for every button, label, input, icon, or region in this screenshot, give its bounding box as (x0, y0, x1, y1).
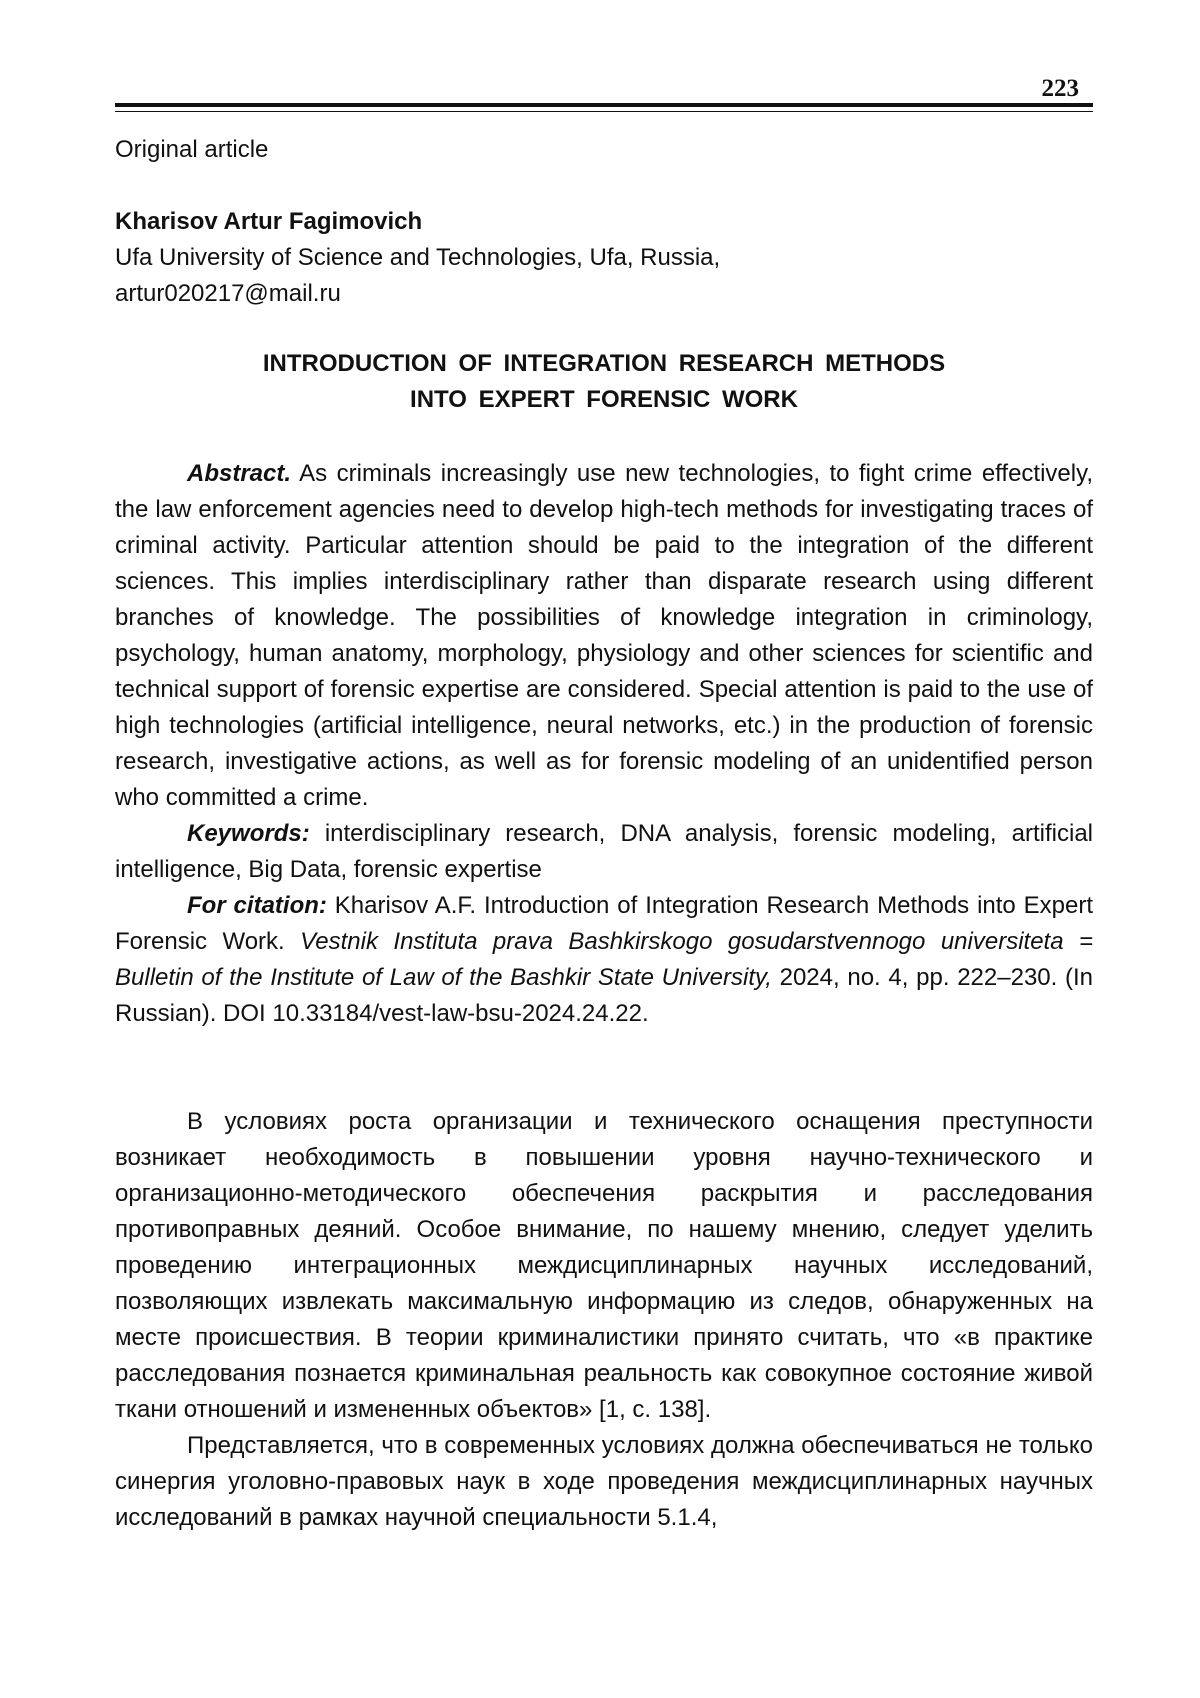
author-affiliation: Ufa University of Science and Technologies, Ufa, Russia, (115, 244, 721, 271)
abstract-text: As criminals increasingly use new technologies, to fight crime effectively, the law enforcement agencies need to develop high-tech methods for investigating traces of criminal activity. Particular attention should be paid to the integration of the different sciences. This implies interdisciplinary rather than disparate research using different branches of knowledge. The possibilities of knowledge integration in criminology, psychology, human anatomy, morphology, physiology and other sciences for scientific and technical support of forensic expertise are considered. Special attention is paid to the use of high technologies (artificial intelligence, neural networks, etc.) in the production of forensic research, investigative actions, as well as for forensic modeling of an unidentified person who committed a crime. (115, 460, 1094, 811)
author-email: artur020217@mail.ru (115, 280, 341, 307)
abstract-block (115, 456, 1093, 1032)
article-type: Original article (115, 136, 269, 163)
abstract-label: Abstract. (187, 460, 292, 487)
keywords-paragraph (115, 816, 1093, 888)
citation-journal: Vestnik Instituta prava Bashkirskogo gosudarstvennogo universiteta = Bulletin of the Institute of Law of the Bashkir State University, (115, 928, 1094, 991)
article-page (115, 0, 1093, 1698)
keywords-text: interdisciplinary research, DNA analysis, forensic modeling, artificial intelligence, Big Data, forensic expertise (115, 820, 1094, 883)
citation-details: 2024, no. 4, pp. 222–230. (In Russian). DOI 10.33184/vest-law-bsu-2024.24.22. (115, 964, 1094, 1027)
header-rule-thick (115, 103, 1093, 107)
page-number: 223 (1041, 75, 1079, 102)
citation-text: Kharisov A.F. Introduction of Integration Research Methods into Expert Forensic Work. (115, 892, 1094, 955)
body-paragraph-1: В условиях роста организации и технического оснащения преступности возникает необходимость в повышении уровня научно-технического и организационно-методического обеспечения раскрытия и расследования противоправных деяний. Особое внимание, по нашему мнению, следует уделить проведению интеграционных междисциплинарных научных исследований, позволяющих извлекать максимальную информацию из следов, обнаруженных на месте происшествия. В теории криминалистики принято считать, что «в практике расследования познается криминальная реальность как совокупное состояние живой ткани отношений и измененных объектов» [1, с. 138]. (115, 1108, 1093, 1423)
article-title (115, 346, 1093, 418)
citation-paragraph (115, 888, 1093, 1032)
body-paragraph-2: Представляется, что в современных условиях должна обеспечиваться не только синергия уголовно-правовых наук в ходе проведения междисциплинарных научных исследований в рамках научной специальности 5.1.4, (115, 1432, 1093, 1531)
keywords-label: Keywords: (187, 820, 310, 847)
title-line-2: INTO EXPERT FORENSIC WORK (410, 386, 798, 413)
author-block (115, 204, 720, 312)
header-rule-thin (115, 111, 1093, 112)
title-line-1: INTRODUCTION OF INTEGRATION RESEARCH METHODS (262, 350, 946, 377)
author-name: Kharisov Artur Fagimovich (115, 208, 423, 235)
body-text (115, 1104, 1093, 1536)
abstract-paragraph (115, 456, 1093, 816)
citation-label: For citation: (187, 892, 327, 919)
